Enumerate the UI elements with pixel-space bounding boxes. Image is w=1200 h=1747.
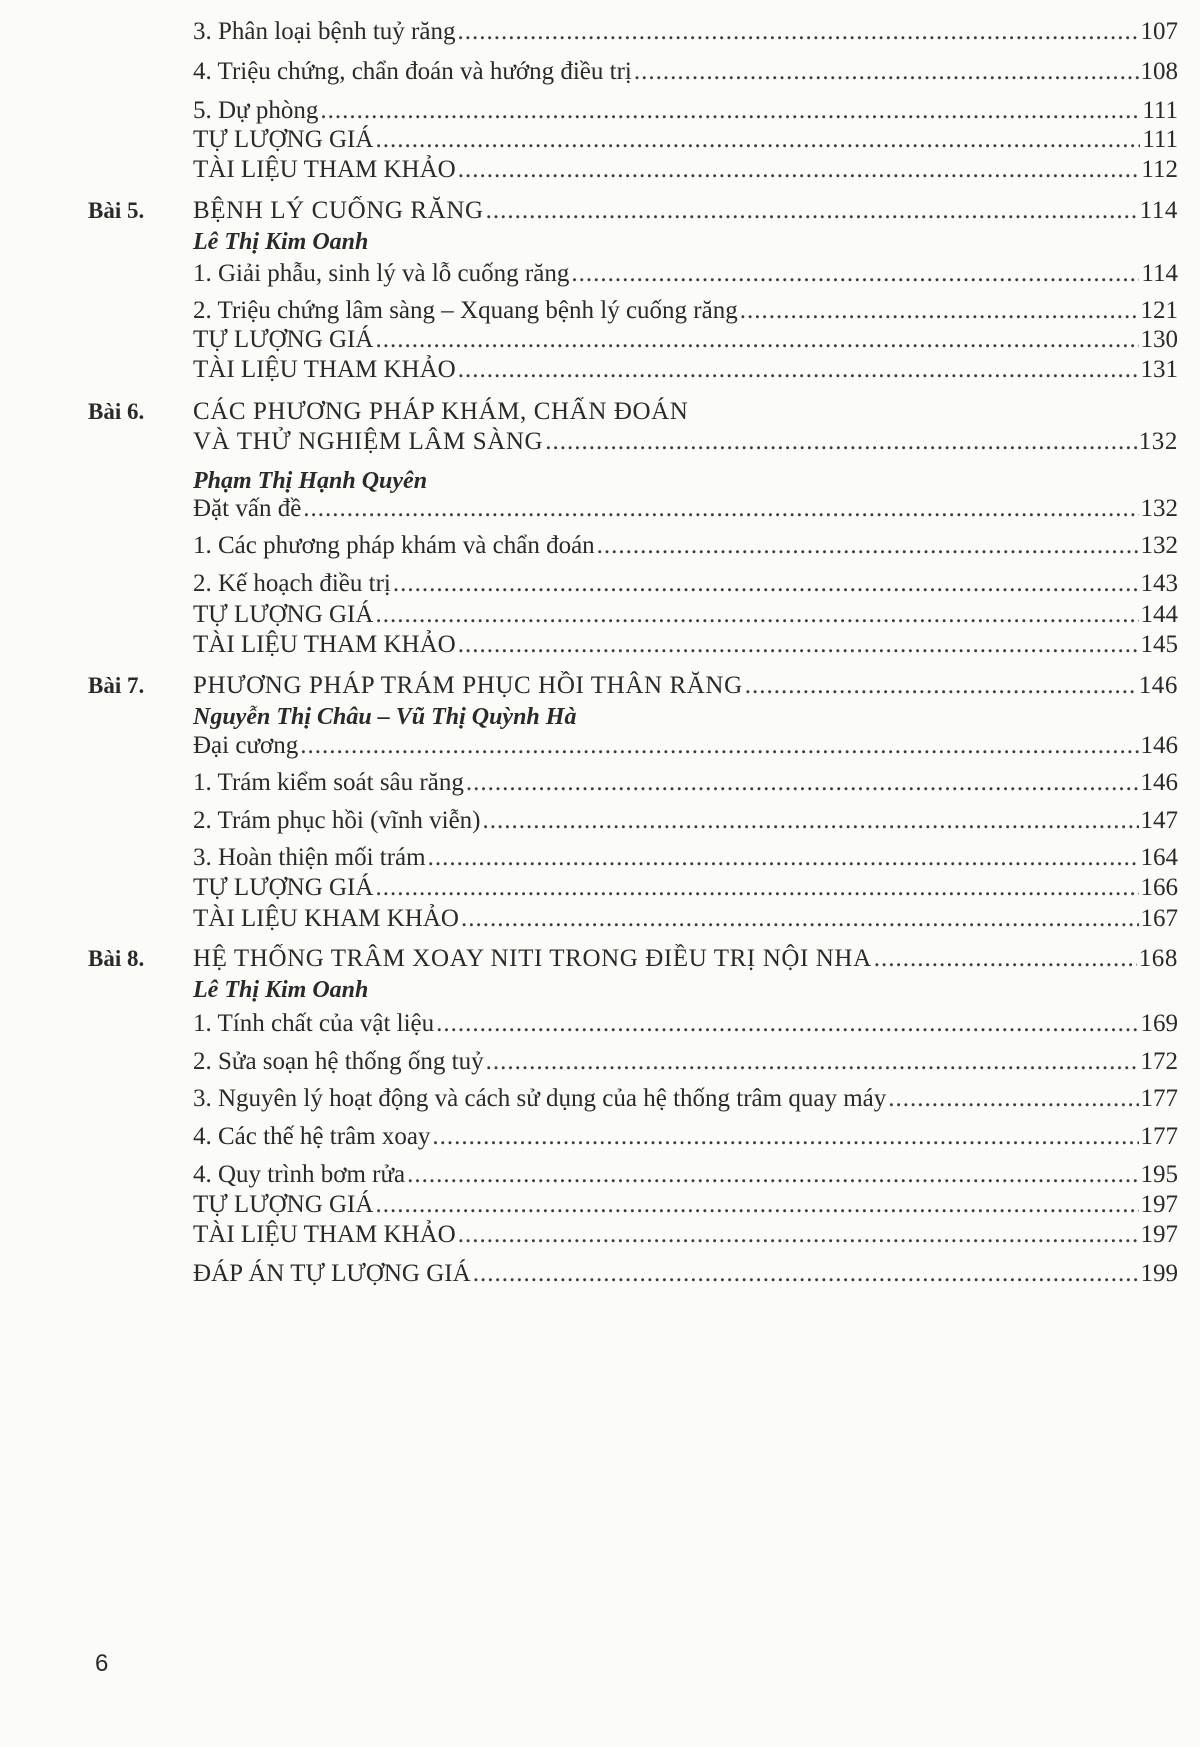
entry-page-number: 147 — [1140, 807, 1178, 834]
dot-leader — [466, 768, 1139, 798]
dot-leader — [320, 96, 1140, 126]
dot-leader — [473, 1259, 1139, 1289]
entry-title: TÀI LIỆU KHAM KHẢO — [193, 905, 459, 932]
toc-entry — [193, 731, 1178, 761]
dot-leader — [375, 125, 1140, 155]
toc-entry — [193, 125, 1178, 155]
toc-entry — [193, 768, 1178, 798]
entry-title: TÀI LIỆU THAM KHẢO — [193, 1221, 456, 1248]
lesson-title: HỆ THỐNG TRÂM XOAY NITI TRONG ĐIỀU TRỊ NỘI NHA — [193, 945, 872, 972]
dot-leader — [375, 873, 1138, 903]
toc-entry — [193, 904, 1178, 934]
dot-leader — [458, 1220, 1139, 1250]
toc-entry — [193, 531, 1178, 561]
page-number: 6 — [95, 1650, 109, 1677]
dot-leader — [597, 531, 1139, 561]
entry-page-number: 167 — [1140, 905, 1178, 932]
entry-page-number: 132 — [1140, 495, 1178, 522]
entry-title: 2. Trám phục hồi (vĩnh viễn) — [193, 807, 481, 834]
entry-page-number: 131 — [1140, 356, 1178, 383]
toc-entry — [193, 806, 1178, 836]
entry-title: 4. Triệu chứng, chẩn đoán và hướng điều trị — [193, 58, 632, 85]
entry-page-number: 172 — [1140, 1048, 1178, 1075]
entry-page-number: 197 — [1140, 1221, 1178, 1248]
entry-page-number: 199 — [1140, 1260, 1178, 1287]
entry-page-number: 108 — [1140, 58, 1178, 85]
entry-page-number: 132 — [1140, 532, 1178, 559]
toc-entry — [193, 843, 1178, 873]
entry-page-number: 111 — [1142, 97, 1178, 124]
lesson-title-row — [193, 944, 1178, 974]
entry-page-number: 114 — [1141, 260, 1178, 287]
entry-page-number: 146 — [1140, 769, 1178, 796]
entry-page-number: 114 — [1139, 197, 1178, 224]
lesson-label: Bài 8. — [88, 946, 145, 971]
lesson-title: CÁC PHƯƠNG PHÁP KHÁM, CHẨN ĐOÁN — [193, 398, 689, 425]
entry-title: TỰ LƯỢNG GIÁ — [193, 1191, 374, 1218]
toc-entry — [193, 1047, 1178, 1077]
toc-entry — [193, 630, 1178, 660]
toc-entry — [193, 1259, 1178, 1289]
toc-entry — [193, 873, 1178, 903]
entry-page-number: 144 — [1140, 601, 1178, 628]
dot-leader — [483, 806, 1139, 836]
entry-title: 4. Quy trình bơm rửa — [193, 1161, 406, 1188]
dot-leader — [375, 1190, 1138, 1220]
dot-leader — [874, 944, 1137, 974]
dot-leader — [436, 1009, 1138, 1039]
dot-leader — [888, 1084, 1138, 1114]
entry-title: 1. Trám kiểm soát sâu răng — [193, 769, 464, 796]
toc-entry — [193, 325, 1178, 355]
lesson-title-row — [193, 196, 1178, 226]
entry-title: 4. Các thế hệ trâm xoay — [193, 1123, 431, 1150]
entry-page-number: 168 — [1138, 945, 1178, 972]
author-name: Phạm Thị Hạnh Quyên — [193, 468, 428, 494]
dot-leader — [545, 427, 1137, 457]
lesson-title: PHƯƠNG PHÁP TRÁM PHỤC HỒI THÂN RĂNG — [193, 672, 743, 699]
entry-title: Đặt vấn đề — [193, 495, 302, 522]
entry-title: 3. Hoàn thiện mối trám — [193, 844, 426, 871]
entry-page-number: 107 — [1140, 18, 1178, 45]
entry-page-number: 169 — [1140, 1010, 1178, 1037]
entry-title: 3. Phân loại bệnh tuỷ răng — [193, 18, 456, 45]
lesson-title: VÀ THỬ NGHIỆM LÂM SÀNG — [193, 428, 544, 455]
toc-entry — [193, 600, 1178, 630]
entry-page-number: 130 — [1140, 326, 1178, 353]
entry-page-number: 145 — [1140, 631, 1178, 658]
toc-entry — [193, 355, 1178, 385]
entry-title: 3. Nguyên lý hoạt động và cách sử dụng của hệ thống trâm quay máy — [193, 1085, 887, 1112]
entry-title: ĐÁP ÁN TỰ LƯỢNG GIÁ — [193, 1260, 471, 1287]
entry-title: TÀI LIỆU THAM KHẢO — [193, 156, 456, 183]
entry-page-number: 112 — [1141, 156, 1178, 183]
entry-title: TÀI LIỆU THAM KHẢO — [193, 631, 456, 658]
dot-leader — [486, 196, 1138, 226]
toc-entry — [193, 259, 1178, 289]
dot-leader — [461, 904, 1139, 934]
toc-entry — [193, 296, 1178, 326]
toc-entry — [193, 96, 1178, 126]
dot-leader — [740, 296, 1139, 326]
dot-leader — [393, 569, 1139, 599]
entry-title: 2. Sửa soạn hệ thống ống tuỷ — [193, 1048, 484, 1075]
toc-entry — [193, 1160, 1178, 1190]
dot-leader — [458, 355, 1139, 385]
dot-leader — [428, 843, 1139, 873]
entry-page-number: 132 — [1138, 428, 1178, 455]
entry-title: TỰ LƯỢNG GIÁ — [193, 126, 374, 153]
toc-entry — [193, 155, 1178, 185]
entry-page-number: 146 — [1140, 732, 1178, 759]
entry-page-number: 146 — [1138, 672, 1178, 699]
entry-title: Đại cương — [193, 732, 299, 759]
dot-leader — [458, 155, 1140, 185]
toc-entry — [193, 1122, 1178, 1152]
dot-leader — [745, 671, 1137, 701]
dot-leader — [303, 494, 1138, 524]
lesson-title: BỆNH LÝ CUỐNG RĂNG — [193, 197, 484, 224]
entry-page-number: 166 — [1140, 874, 1178, 901]
lesson-label: Bài 7. — [88, 673, 145, 698]
entry-page-number: 143 — [1140, 570, 1178, 597]
entry-page-number: 195 — [1140, 1161, 1178, 1188]
entry-title: TỰ LƯỢNG GIÁ — [193, 601, 374, 628]
dot-leader — [571, 259, 1139, 289]
toc-entry — [193, 1190, 1178, 1220]
entry-title: 5. Dự phòng — [193, 97, 319, 124]
entry-page-number: 164 — [1140, 844, 1178, 871]
lesson-label: Bài 5. — [88, 198, 145, 223]
lesson-title-row — [193, 427, 1178, 457]
entry-title: TÀI LIỆU THAM KHẢO — [193, 356, 456, 383]
dot-leader — [458, 630, 1139, 660]
lesson-label: Bài 6. — [88, 399, 145, 424]
toc-entry — [193, 1009, 1178, 1039]
author-name: Lê Thị Kim Oanh — [193, 229, 369, 255]
lesson-title-row — [193, 671, 1178, 701]
dot-leader — [486, 1047, 1139, 1077]
toc-entry — [193, 494, 1178, 524]
toc-entry — [193, 569, 1178, 599]
toc-entry — [193, 1084, 1178, 1114]
toc-entry — [193, 1220, 1178, 1250]
entry-title: TỰ LƯỢNG GIÁ — [193, 874, 374, 901]
author-name: Nguyễn Thị Châu – Vũ Thị Quỳnh Hà — [193, 704, 577, 730]
dot-leader — [457, 17, 1138, 47]
toc-entry — [193, 17, 1178, 47]
dot-leader — [634, 57, 1139, 87]
entry-title: 1. Tính chất của vật liệu — [193, 1010, 435, 1037]
entry-title: 1. Giải phẫu, sinh lý và lỗ cuống răng — [193, 260, 570, 287]
entry-title: 2. Kế hoạch điều trị — [193, 570, 391, 597]
entry-page-number: 177 — [1140, 1123, 1178, 1150]
dot-leader — [375, 325, 1138, 355]
author-name: Lê Thị Kim Oanh — [193, 977, 369, 1003]
entry-page-number: 177 — [1140, 1085, 1178, 1112]
dot-leader — [407, 1160, 1138, 1190]
entry-page-number: 197 — [1140, 1191, 1178, 1218]
dot-leader — [432, 1122, 1138, 1152]
entry-page-number: 111 — [1142, 126, 1178, 153]
dot-leader — [375, 600, 1138, 630]
entry-title: TỰ LƯỢNG GIÁ — [193, 326, 374, 353]
dot-leader — [300, 731, 1138, 761]
entry-title: 2. Triệu chứng lâm sàng – Xquang bệnh lý cuống răng — [193, 297, 738, 324]
entry-title: 1. Các phương pháp khám và chẩn đoán — [193, 532, 595, 559]
toc-entry — [193, 57, 1178, 87]
entry-page-number: 121 — [1140, 297, 1178, 324]
